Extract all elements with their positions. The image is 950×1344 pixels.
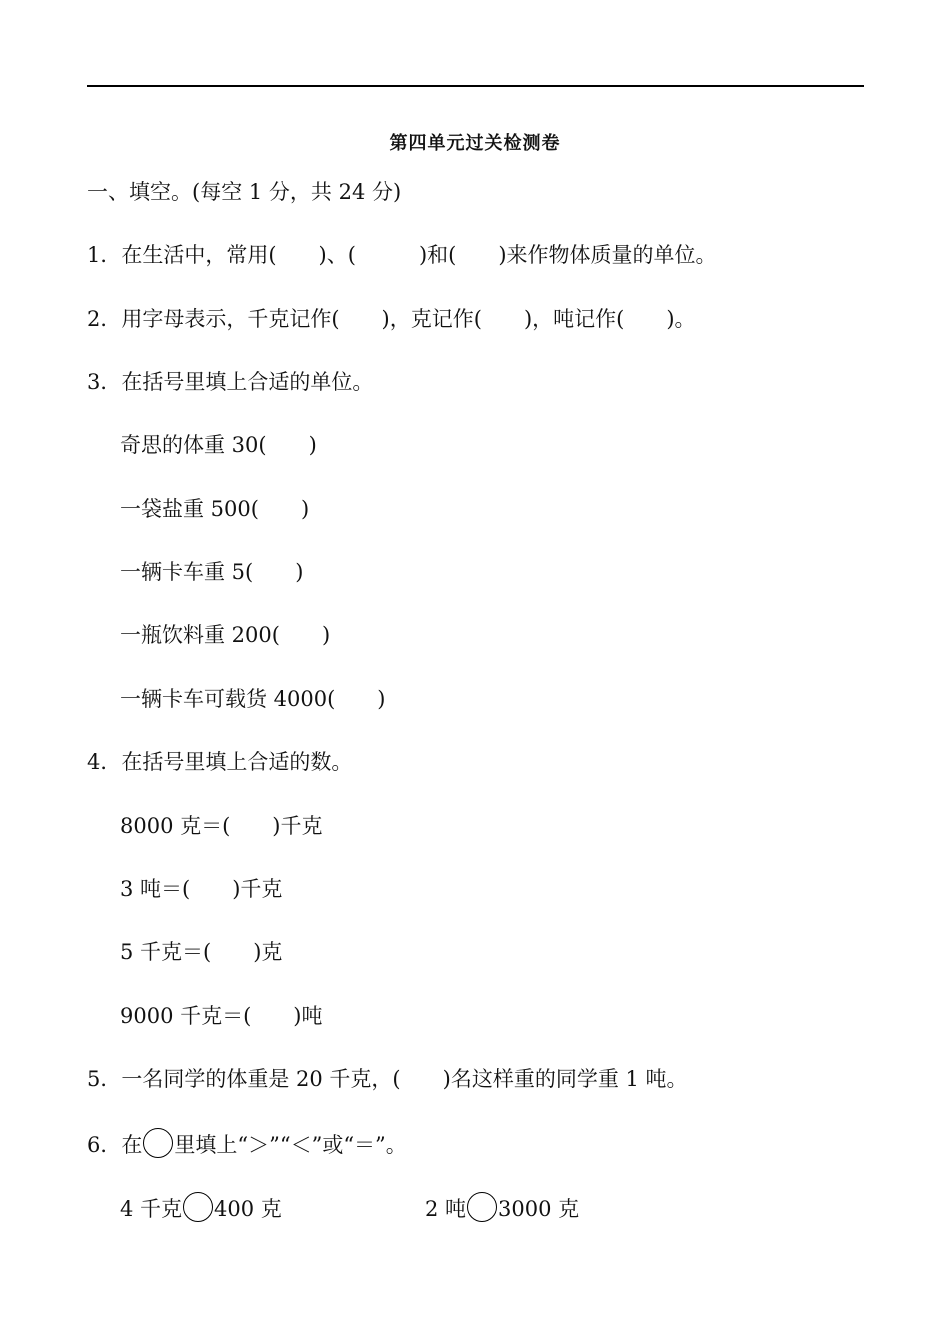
compare-right: 400 克: [214, 1197, 282, 1221]
compare-right: 3000 克: [498, 1197, 580, 1221]
question-4-item: 3 吨＝( )千克: [120, 877, 283, 901]
question-6-prompt-after: 里填上“＞”“＜”或“＝”。: [174, 1133, 407, 1157]
question-4-item: 9000 千克＝( )吨: [120, 1004, 323, 1028]
circle-icon: [143, 1128, 173, 1158]
question-6-prompt-before: 6．在: [87, 1133, 143, 1157]
compare-circle-blank[interactable]: [183, 1192, 213, 1222]
question-1: 1．在生活中，常用( )、( )和( )来作物体质量的单位。: [87, 243, 717, 267]
compare-left: 4 千克: [120, 1197, 183, 1221]
question-4-item: 8000 克＝( )千克: [120, 814, 323, 838]
question-6-prompt: [87, 1128, 407, 1159]
question-4-prompt: 4．在括号里填上合适的数。: [87, 750, 353, 774]
question-4-item: 5 千克＝( )克: [120, 940, 283, 964]
compare-circle-blank[interactable]: [467, 1192, 497, 1222]
question-3-item: 一辆卡车重 5( ): [120, 560, 304, 584]
question-2: 2．用字母表示，千克记作( )，克记作( )，吨记作( )。: [87, 307, 696, 331]
question-3-prompt: 3．在括号里填上合适的单位。: [87, 370, 374, 394]
compare-item: [120, 1192, 282, 1223]
top-rule: [87, 85, 864, 87]
question-3-item: 一瓶饮料重 200( ): [120, 623, 331, 647]
compare-left: 2 吨: [425, 1197, 467, 1221]
question-3-item: 一袋盐重 500( ): [120, 497, 310, 521]
question-3-item: 奇思的体重 30( ): [120, 433, 317, 457]
section-heading: 一、填空。(每空 1 分，共 24 分): [87, 180, 402, 204]
page-title: 第四单元过关检测卷: [389, 133, 561, 154]
compare-item: [425, 1192, 579, 1223]
question-3-item: 一辆卡车可载货 4000( ): [120, 687, 386, 711]
question-5: 5．一名同学的体重是 20 千克，( )名这样重的同学重 1 吨。: [87, 1067, 688, 1091]
